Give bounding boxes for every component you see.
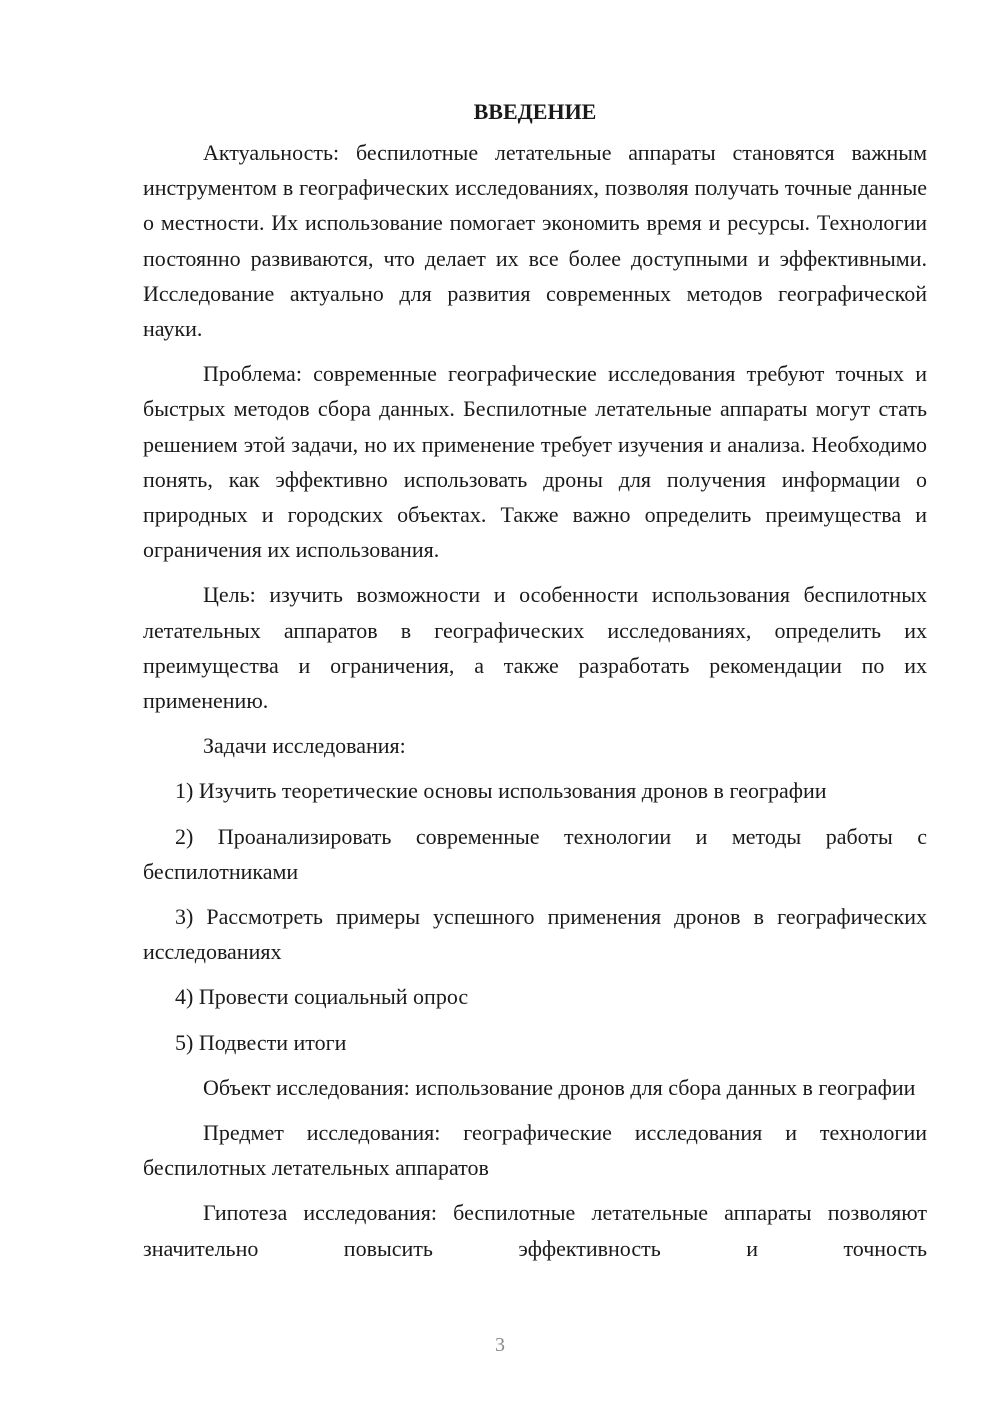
paragraph-problem: Проблема: современные географические исследования требуют точных и быстрых методов сбора данных. Беспилотные летательные аппараты могут стать решением этой задачи, но их применение требует изучения и анализа. Необходимо понять, как эффективно использовать дроны для получения информации о природных и городских объектах. Также важно определить преимущества и ограничения их использования. <box>143 361 927 563</box>
task-item-2: 2) Проанализировать современные технологии и методы работы с беспилотниками <box>143 823 927 884</box>
task-item-3: 3) Рассмотреть примеры успешного применения дронов в географических исследованиях <box>143 904 927 965</box>
task-item-5: 5) Подвести итоги <box>175 1029 347 1055</box>
paragraph-object: Объект исследования: использование дронов для сбора данных в географии <box>203 1074 916 1100</box>
paragraph-tasks-heading: Задачи исследования: <box>203 733 406 759</box>
paragraph-hypothesis: Гипотеза исследования: беспилотные летательные аппараты позволяют значительно повысить эффективность и точность <box>143 1200 927 1261</box>
task-item-1: 1) Изучить теоретические основы использования дронов в географии <box>175 778 827 804</box>
page-number: 3 <box>495 1334 505 1356</box>
paragraph-relevance: Актуальность: беспилотные летательные аппараты становятся важным инструментом в географических исследованиях, позволяя получать точные данные о местности. Их использование помогает экономить время и ресурсы. Технологии постоянно развиваются, что делает их все более доступными и эффективными. Исследование актуально для развития современных методов географической науки. <box>143 140 927 342</box>
section-heading: ВВЕДЕНИЕ <box>473 99 597 124</box>
paragraph-goal: Цель: изучить возможности и особенности использования беспилотных летательных аппаратов в географических исследованиях, определить их преимущества и ограничения, а также разработать рекомендации по их применению. <box>143 582 927 714</box>
paragraph-subject: Предмет исследования: географические исследования и технологии беспилотных летательных аппаратов <box>143 1120 927 1181</box>
task-item-4: 4) Провести социальный опрос <box>175 984 469 1010</box>
